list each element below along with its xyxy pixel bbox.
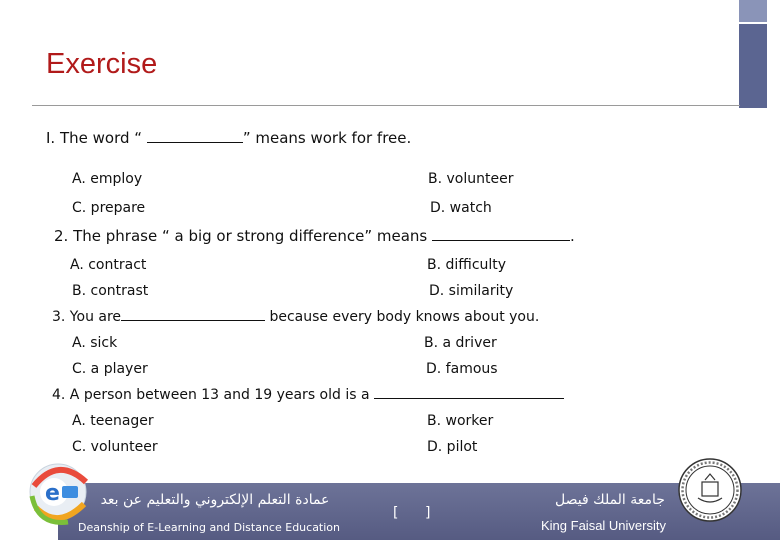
decorative-bar-side <box>739 24 767 108</box>
question-1-blank <box>147 141 243 143</box>
footer-deanship-arabic: عمادة التعلم الإلكتروني والتعليم عن بعد <box>100 492 330 508</box>
footer-deanship-english: Deanship of E-Learning and Distance Education <box>78 521 341 534</box>
title-divider <box>32 105 740 106</box>
question-4-option-d[interactable]: D. pilot <box>427 439 478 455</box>
question-2-blank <box>432 239 570 241</box>
question-3-prefix: 3. You are <box>52 309 122 325</box>
question-1-option-b[interactable]: B. volunteer <box>428 171 514 187</box>
question-1-option-a[interactable]: A. employ <box>72 171 143 187</box>
footer-university-arabic: جامعة الملك فيصل <box>555 492 665 508</box>
page-title: Exercise <box>46 48 158 80</box>
question-3-option-a[interactable]: A. sick <box>72 335 118 351</box>
question-2-suffix: . <box>570 227 575 245</box>
question-1-prefix: I. The word “ <box>46 129 147 147</box>
svg-text:e: e <box>45 481 60 506</box>
question-2-prefix: 2. The phrase “ a big or strong difference” means <box>54 227 433 245</box>
footer-bracket-open: [ <box>393 505 399 521</box>
question-3-blank <box>121 319 265 321</box>
question-3-option-c[interactable]: C. a player <box>72 361 148 377</box>
question-4-option-b[interactable]: B. worker <box>427 413 494 429</box>
footer-bracket-close: ] <box>425 505 431 521</box>
question-4 <box>52 387 564 403</box>
question-1-option-d[interactable]: D. watch <box>430 200 492 216</box>
question-2-option-a[interactable]: A. contract <box>70 257 147 273</box>
university-seal-icon <box>678 458 742 522</box>
question-4-prefix: 4. A person between 13 and 19 years old is a <box>52 387 375 403</box>
decorative-bar-top <box>739 0 767 22</box>
question-2-option-b[interactable]: B. difficulty <box>427 257 507 273</box>
question-3-option-d[interactable]: D. famous <box>426 361 498 377</box>
question-1-suffix: ” means work for free. <box>242 129 412 147</box>
question-3 <box>52 309 539 325</box>
question-4-option-a[interactable]: A. teenager <box>72 413 154 429</box>
question-2 <box>54 227 575 245</box>
question-2-option-c[interactable]: B. contrast <box>72 283 149 299</box>
question-3-suffix: because every body knows about you. <box>265 309 540 325</box>
question-3-option-b[interactable]: B. a driver <box>424 335 497 351</box>
question-2-option-d[interactable]: D. similarity <box>429 283 514 299</box>
question-1 <box>46 129 411 147</box>
question-4-blank <box>374 397 564 399</box>
question-1-option-c[interactable]: C. prepare <box>72 200 146 216</box>
question-4-option-c[interactable]: C. volunteer <box>72 439 158 455</box>
footer-university-english: King Faisal University <box>541 518 666 533</box>
